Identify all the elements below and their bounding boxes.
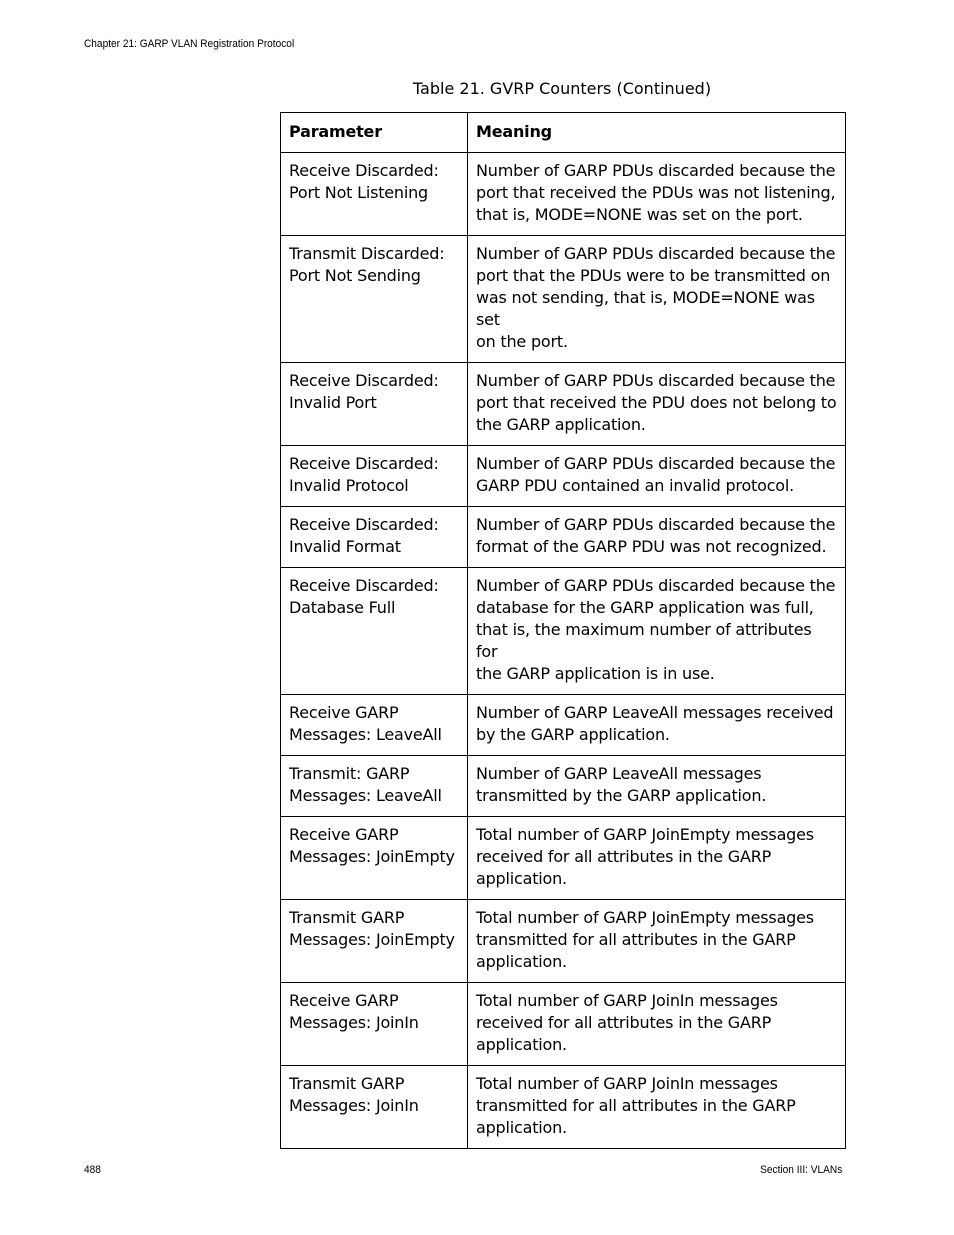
meaning-text: Number of GARP LeaveAll messages received by the GARP application. [476,703,834,744]
page-number: 488 [84,1164,101,1176]
meaning-text: Number of GARP PDUs discarded because the database for the GARP application was full, that is, the maximum number of attributes for the GARP application is in use. [476,576,836,683]
parameter-text: Receive GARP Messages: JoinEmpty [289,825,455,866]
meaning-cell [468,236,846,363]
parameter-cell [281,153,468,236]
table-row [281,568,846,695]
meaning-text: Total number of GARP JoinIn messages transmitted for all attributes in the GARP application. [476,1074,796,1137]
parameter-cell [281,900,468,983]
parameter-text: Transmit GARP Messages: JoinIn [289,1074,419,1115]
meaning-text: Total number of GARP JoinEmpty messages received for all attributes in the GARP application. [476,825,814,888]
parameter-text: Transmit GARP Messages: JoinEmpty [289,908,455,949]
meaning-cell [468,695,846,756]
meaning-text: Number of GARP PDUs discarded because the port that received the PDU does not belong to the GARP application. [476,371,837,434]
table-row [281,153,846,236]
meaning-text: Number of GARP PDUs discarded because the format of the GARP PDU was not recognized. [476,515,836,556]
parameter-cell [281,236,468,363]
table-row [281,507,846,568]
meaning-cell [468,153,846,236]
meaning-cell [468,507,846,568]
parameter-cell [281,983,468,1066]
parameter-text: Transmit: GARP Messages: LeaveAll [289,764,442,805]
parameter-cell [281,756,468,817]
meaning-cell [468,1066,846,1149]
meaning-cell [468,817,846,900]
table-row [281,236,846,363]
meaning-text: Total number of GARP JoinEmpty messages transmitted for all attributes in the GARP application. [476,908,814,971]
meaning-cell [468,900,846,983]
parameter-cell [281,507,468,568]
table-body [281,153,846,1149]
parameter-text: Receive GARP Messages: LeaveAll [289,703,442,744]
parameter-cell [281,695,468,756]
table-row [281,756,846,817]
parameter-text: Receive Discarded: Port Not Listening [289,161,439,202]
running-header: Chapter 21: GARP VLAN Registration Protocol [84,38,295,50]
table-row [281,1066,846,1149]
meaning-text: Total number of GARP JoinIn messages received for all attributes in the GARP application. [476,991,778,1054]
parameter-cell [281,817,468,900]
meaning-text: Number of GARP PDUs discarded because the GARP PDU contained an invalid protocol. [476,454,836,495]
parameter-text: Receive Discarded: Invalid Protocol [289,454,439,495]
parameter-cell [281,1066,468,1149]
table-row [281,900,846,983]
table-caption: Table 21. GVRP Counters (Continued) [412,79,712,98]
meaning-text: Number of GARP PDUs discarded because the port that received the PDUs was not listening, that is, MODE=NONE was set on the port. [476,161,836,224]
section-label: Section III: VLANs [759,1164,842,1176]
meaning-cell [468,446,846,507]
table-header-row [281,113,846,153]
table-row [281,983,846,1066]
meaning-text: Number of GARP PDUs discarded because the port that the PDUs were to be transmitted on was not sending, that is, MODE=NONE was set on the port. [476,244,836,351]
parameter-cell [281,446,468,507]
parameter-text: Receive GARP Messages: JoinIn [289,991,419,1032]
meaning-cell [468,756,846,817]
meaning-text: Number of GARP LeaveAll messages transmitted by the GARP application. [476,764,767,805]
column-header-meaning: Meaning [468,113,846,153]
table-row [281,446,846,507]
table-row [281,817,846,900]
parameter-cell [281,363,468,446]
meaning-cell [468,568,846,695]
parameter-cell [281,568,468,695]
parameter-text: Transmit Discarded: Port Not Sending [289,244,445,285]
parameter-text: Receive Discarded: Database Full [289,576,439,617]
table-row [281,695,846,756]
meaning-cell [468,983,846,1066]
gvrp-counters-table [280,112,846,1149]
column-header-parameter: Parameter [281,113,468,153]
parameter-text: Receive Discarded: Invalid Port [289,371,439,412]
meaning-cell [468,363,846,446]
table-row [281,363,846,446]
parameter-text: Receive Discarded: Invalid Format [289,515,439,556]
